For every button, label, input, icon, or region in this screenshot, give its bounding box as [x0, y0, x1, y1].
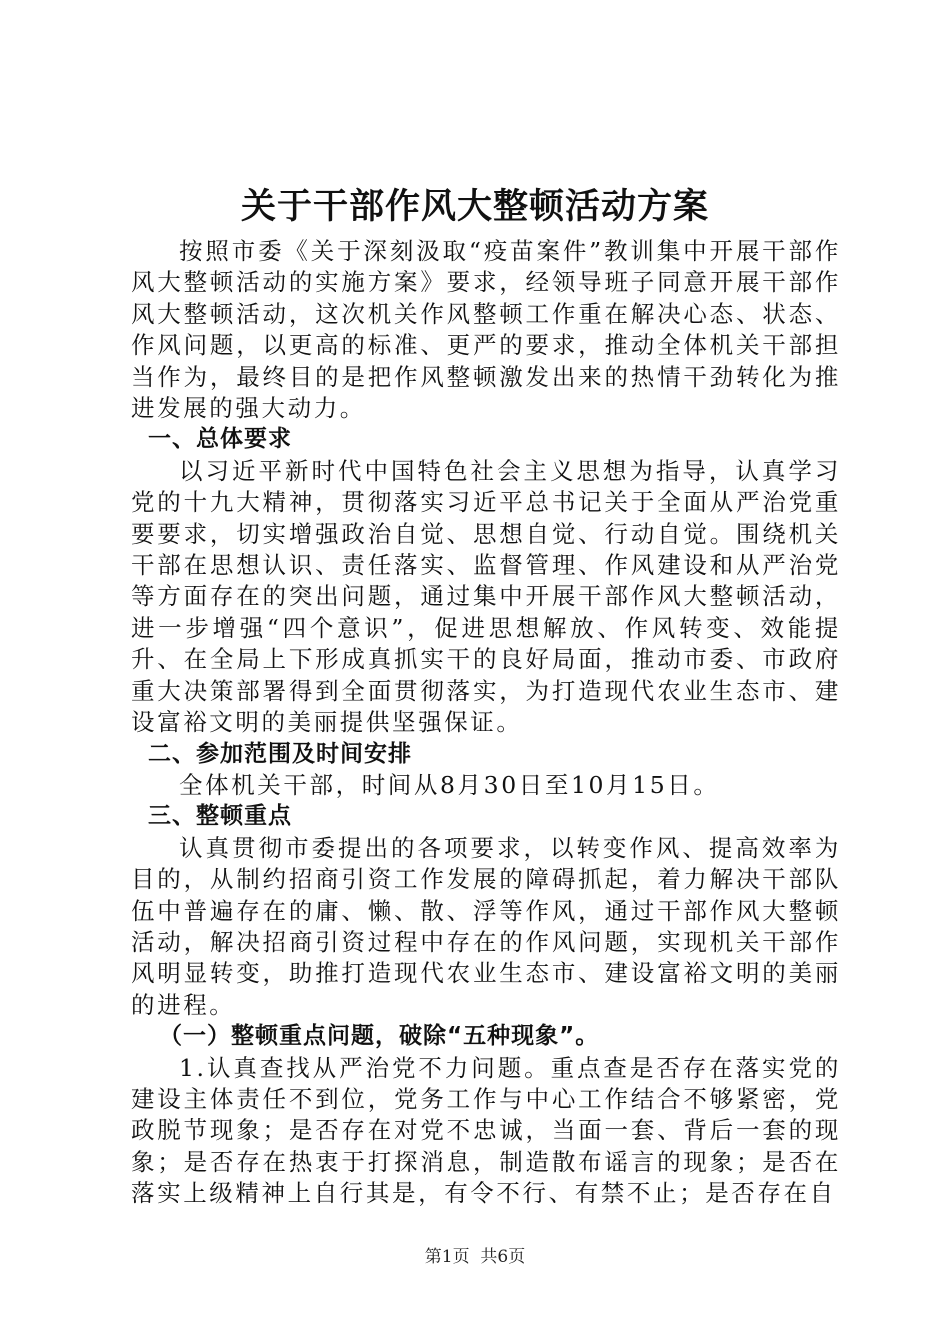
section-heading-general-requirements: 一、总体要求 [148, 426, 292, 453]
document-title: 关于干部作风大整顿活动方案 [240, 187, 709, 227]
general-requirements-paragraph: 以习近平新时代中国特色社会主义思想为指导，认真学习党的十九大精神，贯彻落实习近平总书记关于全面从严治党重要要求，切实增强政治自觉、思想自觉、行动自觉。围绕机关干部在思想认识、责任落实、监督管理、作风建设和从严治党等方面存在的突出问题，通过集中开展干部作风大整顿活动，进一步增强“四个意识”，促进思想解放、作风转变、效能提升、在全局上下形成真抓实干的良好局面，推动市委、市政府重大决策部署得到全面贯彻落实，为打造现代农业生态市、建设富裕文明的美丽提供坚强保证。 [131, 456, 841, 737]
section-heading-rectification-focus: 三、整顿重点 [148, 803, 292, 830]
rectification-focus-paragraph: 认真贯彻市委提出的各项要求，以转变作风、提高效率为目的，从制约招商引资工作发展的障碍抓起，着力解决干部队伍中普遍存在的庸、懒、散、浮等作风，通过干部作风大整顿活动，解决招商引资过程中存在的作风问题，实现机关干部作风明显转变，助推打造现代农业生态市、建设富裕文明的美丽的进程。 [131, 833, 841, 1019]
page-number: 第1页 [424, 1247, 470, 1267]
subsection-heading-five-phenomena: （一）整顿重点问题，破除“五种现象”。 [159, 1023, 600, 1050]
section-heading-scope-schedule: 二、参加范围及时间安排 [148, 740, 412, 767]
item-1-paragraph: 1.认真查找从严治党不力问题。重点查是否存在落实党的建设主体责任不到位，党务工作与中心工作结合不够紧密，党政脱节现象；是否存在对党不忠诚，当面一套、背后一套的现象；是否存在热衷于打探消息，制造散布谣言的现象；是否在落实上级精神上自行其是，有令不行、有禁不止；是否存在自 [131, 1053, 841, 1208]
page-footer [0, 1245, 950, 1269]
page-total: 共6页 [480, 1247, 526, 1267]
scope-schedule-paragraph: 全体机关干部，时间从8月30日至10月15日。 [179, 770, 720, 799]
intro-paragraph: 按照市委《关于深刻汲取“疫苗案件”教训集中开展干部作风大整顿活动的实施方案》要求，经领导班子同意开展干部作风大整顿活动，这次机关作风整顿工作重在解决心态、状态、作风问题，以更高的标准、更严的要求，推动全体机关干部担当作为，最终目的是把作风整顿激发出来的热情干劲转化为推进发展的强大动力。 [131, 237, 841, 423]
document-body [131, 236, 841, 1210]
